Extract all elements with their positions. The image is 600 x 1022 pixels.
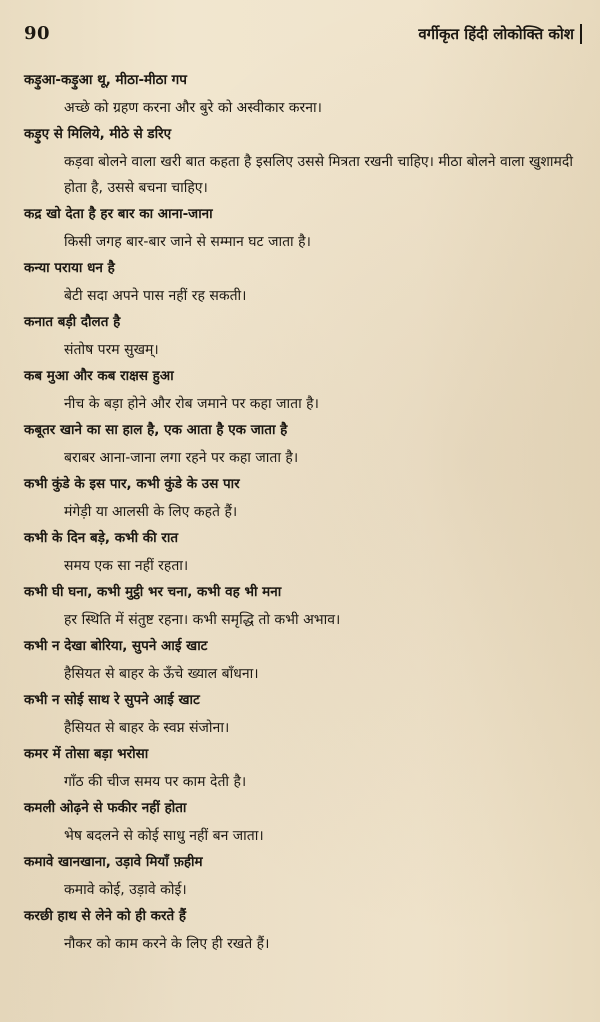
proverb-meaning: कड़वा बोलने वाला खरी बात कहता है इसलिए उससे मित्रता रखनी चाहिए। मीठा बोलने वाला खुशामदी होता है, उससे बचना चाहिए। <box>64 154 573 196</box>
proverb-headword: कभी न देखा बोरिया, सुपने आई खाट <box>24 638 208 654</box>
list-item <box>24 582 582 633</box>
proverb-headword: कमर में तोसा बड़ा भरोसा <box>24 746 149 762</box>
list-item <box>24 636 582 687</box>
list-item <box>24 474 582 525</box>
proverb-headword: कभी कुंडे के इस पार, कभी कुंडे के उस पार <box>24 476 240 492</box>
proverb-meaning: नीच के बड़ा होने और रोब जमाने पर कहा जाता है। <box>64 396 319 412</box>
proverb-meaning: बेटी सदा अपने पास नहीं रह सकती। <box>64 288 247 304</box>
entry-list <box>24 70 582 957</box>
proverb-headword: कनात बड़ी दौलत है <box>24 314 121 330</box>
list-item <box>24 70 582 121</box>
list-item <box>24 312 582 363</box>
proverb-meaning: मंगेड़ी या आलसी के लिए कहते हैं। <box>64 504 238 520</box>
proverb-meaning: गाँठ की चीज समय पर काम देती है। <box>64 774 247 790</box>
list-item <box>24 528 582 579</box>
page-header <box>24 14 582 44</box>
proverb-meaning: हैसियत से बाहर के ऊँचे ख्याल बाँधना। <box>64 666 259 682</box>
list-item <box>24 798 582 849</box>
list-item <box>24 124 582 201</box>
proverb-headword: कभी के दिन बड़े, कभी की रात <box>24 530 179 546</box>
proverb-meaning: किसी जगह बार-बार जाने से सम्मान घट जाता है। <box>64 234 311 250</box>
proverb-headword: कड़ुआ-कड़ुआ थू, मीठा-मीठा गप <box>24 72 187 88</box>
proverb-headword: कन्या पराया धन है <box>24 260 115 276</box>
list-item <box>24 744 582 795</box>
list-item <box>24 420 582 471</box>
list-item <box>24 852 582 903</box>
proverb-meaning: भेष बदलने से कोई साधु नहीं बन जाता। <box>64 828 264 844</box>
list-item <box>24 690 582 741</box>
proverb-headword: कबूतर खाने का सा हाल है, एक आता है एक जाता है <box>24 422 288 438</box>
proverb-meaning: बराबर आना-जाना लगा रहने पर कहा जाता है। <box>64 450 299 466</box>
proverb-headword: कमली ओढ़ने से फकीर नहीं होता <box>24 800 187 816</box>
proverb-meaning: संतोष परम सुखम्। <box>64 342 159 358</box>
proverb-headword: कब मुआ और कब राक्षस हुआ <box>24 368 174 384</box>
list-item <box>24 204 582 255</box>
proverb-meaning: समय एक सा नहीं रहता। <box>64 558 189 574</box>
list-item <box>24 258 582 309</box>
proverb-headword: करछी हाथ से लेने को ही करते हैं <box>24 908 187 924</box>
proverb-meaning: नौकर को काम करने के लिए ही रखते हैं। <box>64 936 270 952</box>
proverb-meaning: हर स्थिति में संतुष्ट रहना। कभी समृद्धि तो कभी अभाव। <box>64 612 341 628</box>
proverb-headword: कद्र खो देता है हर बार का आना-जाना <box>24 206 213 222</box>
proverb-meaning: हैसियत से बाहर के स्वप्न संजोना। <box>64 720 230 736</box>
list-item <box>24 366 582 417</box>
proverb-headword: कभी घी घना, कभी मुट्ठी भर चना, कभी वह भी मना <box>24 584 282 600</box>
proverb-meaning: अच्छे को ग्रहण करना और बुरे को अस्वीकार करना। <box>64 100 322 116</box>
proverb-headword: कड़ुए से मिलिये, मीठे से डरिए <box>24 126 172 142</box>
running-head: वर्गीकृत हिंदी लोकोक्ति कोश <box>418 24 582 44</box>
page-number: 90 <box>24 23 51 44</box>
list-item <box>24 906 582 957</box>
proverb-meaning: कमावे कोई, उड़ावे कोई। <box>64 882 187 898</box>
proverb-headword: कभी न सोई साथ रे सुपने आई खाट <box>24 692 200 708</box>
proverb-headword: कमावे खानखाना, उड़ावे मियाँ फ़हीम <box>24 854 203 870</box>
